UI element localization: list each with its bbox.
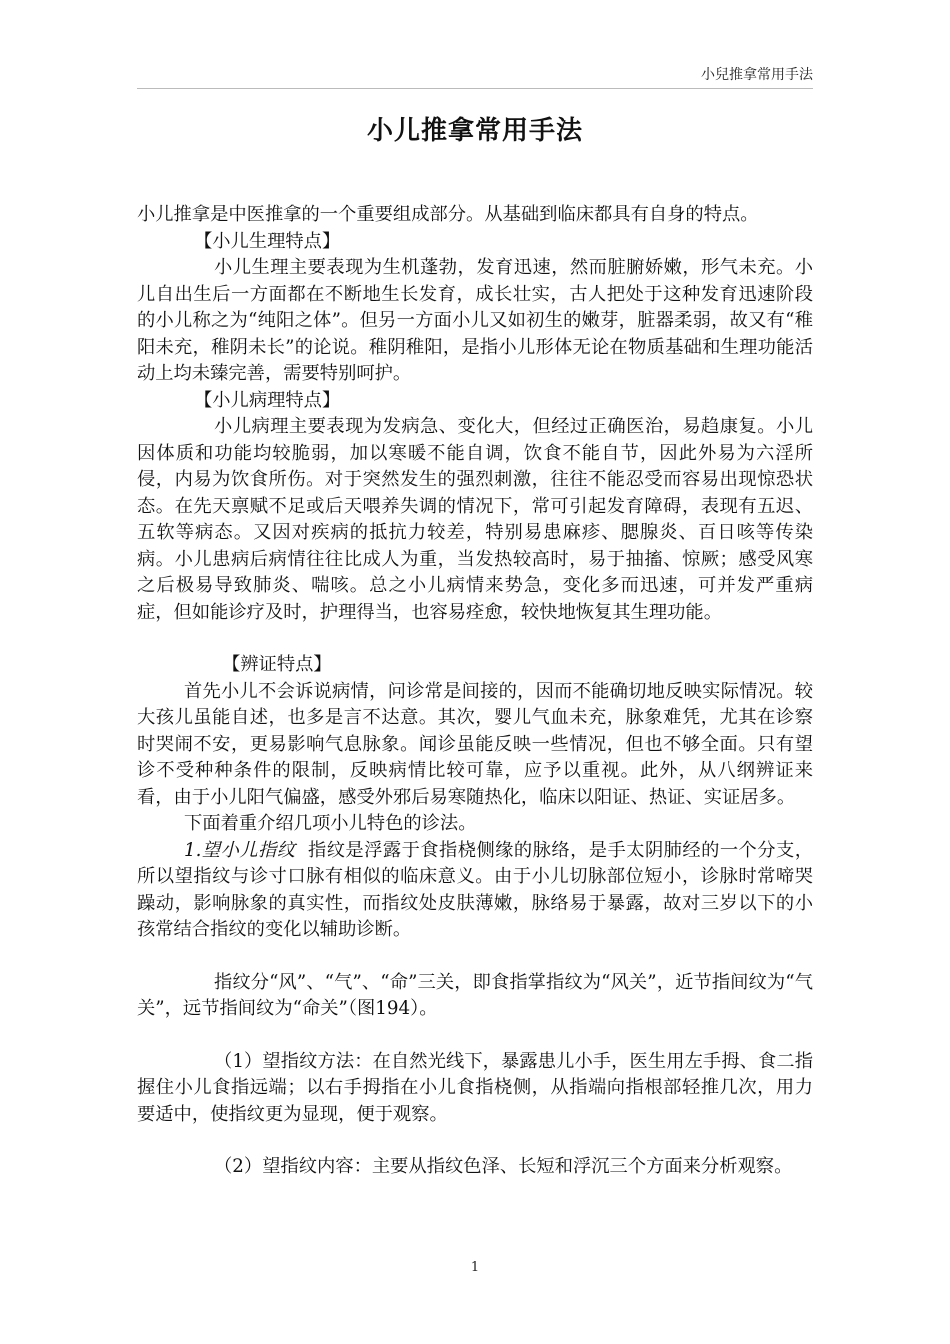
document-body [137, 202, 813, 1181]
diagnosis-methods-intro: 下面着重介绍几项小儿特色的诊法。 [184, 813, 477, 834]
section-heading-diagnosis: 【辨证特点】 [222, 654, 332, 675]
spacer [137, 1128, 813, 1154]
pathology-paragraph: 小儿病理主要表现为发病急、变化大，但经过正确医治，易趋康复。小儿因体质和功能均较脆弱，加以寒暖不能自调，饮食不能自节，因此外易为六淫所侵，内易为饮食所伤。对于突然发生的强烈刺激，往往不能忍受而容易出现惊恐状态。在先天禀赋不足或后天喂养失调的情况下，常可引起发育障碍，表现有五迟、五软等病态。又因对疾病的抵抗力较差，特别易患麻疹、腮腺炎、百日咳等传染病。小儿患病后病情往往比成人为重，当发热较高时，易于抽搐、惊厥；感受风寒之后极易导致肺炎、喘咳。总之小儿病情来势急，变化多而迅速，可并发严重病症，但如能诊疗及时，护理得当，也容易痊愈，较快地恢复其生理功能。 [137, 416, 813, 623]
section-heading-pathology: 【小儿病理特点】 [194, 389, 341, 411]
section-heading-physiology: 【小儿生理特点】 [194, 230, 341, 252]
spacer [137, 944, 813, 970]
running-header: 小兒推拿常用手法 [701, 67, 813, 83]
finger-vein-body: 指纹是浮露于食指桡侧缘的脉络，是手太阴肺经的一个分支，所以望指纹与诊寸口脉有相似的临床意义。由于小儿切脉部位短小，诊脉时常啼哭躁动，影响脉象的真实性，而指纹处皮肤薄嫩，脉络易于暴露，故对三岁以下的小孩常结合指纹的变化以辅助诊断。 [137, 839, 813, 940]
method-2-paragraph: （2）望指纹内容：主要从指纹色泽、长短和浮沉三个方面来分析观察。 [214, 1156, 793, 1177]
spacer [137, 626, 813, 652]
finger-vein-lead: 1.望小儿指纹 [184, 839, 296, 861]
diagnosis-paragraph: 首先小儿不会诉说病情，问诊常是间接的，因而不能确切地反映实际情况。较大孩儿虽能自述，也多是言不达意。其次，婴儿气血未充，脉象难凭，尤其在诊察时哭闹不安，更易影响气息脉象。闻诊虽能反映一些情况，但也不够全面。只有望诊不受种种条件的限制，反映病情比较可靠，应予以重视。此外，从八纲辨证来看，由于小儿阳气偏盛，感受外邪后易寒随热化，临床以阳证、热证、实证居多。 [137, 680, 813, 808]
spacer [137, 1023, 813, 1049]
header-divider [137, 88, 813, 89]
method-1-paragraph: （1）望指纹方法：在自然光线下，暴露患儿小手，医生用左手拇、食二指握住小儿食指远端；以右手拇指在小儿食指桡侧，从指端向指根部轻推几次，用力要适中，使指纹更为显现，便于观察。 [137, 1050, 813, 1125]
finger-vein-paragraph [137, 838, 813, 944]
physiology-paragraph: 小儿生理主要表现为生机蓬勃，发育迅速，然而脏腑娇嫩，形气未充。小儿自出生后一方面都在不断地生长发育，成长壮实，古人把处于这种发育迅速阶段的小儿称之为“纯阳之体”。但另一方面小儿又如初生的嫩芽，脏器柔弱，故又有“稚阳未充，稚阴未长”的论说。稚阴稚阳，是指小儿形体无论在物质基础和生理功能活动上均未臻完善，需要特别呵护。 [137, 257, 813, 384]
three-passes-paragraph: 指纹分“风”、“气”、“命”三关，即食指掌指纹为“风关”，近节指间纹为“气关”，远节指间纹为“命关”（图194）。 [137, 971, 813, 1019]
document-title: 小儿推拿常用手法 [366, 116, 583, 146]
page-number: 1 [470, 1260, 480, 1275]
intro-paragraph: 小儿推拿是中医推拿的一个重要组成部分。从基础到临床都具有自身的特点。 [137, 204, 759, 225]
